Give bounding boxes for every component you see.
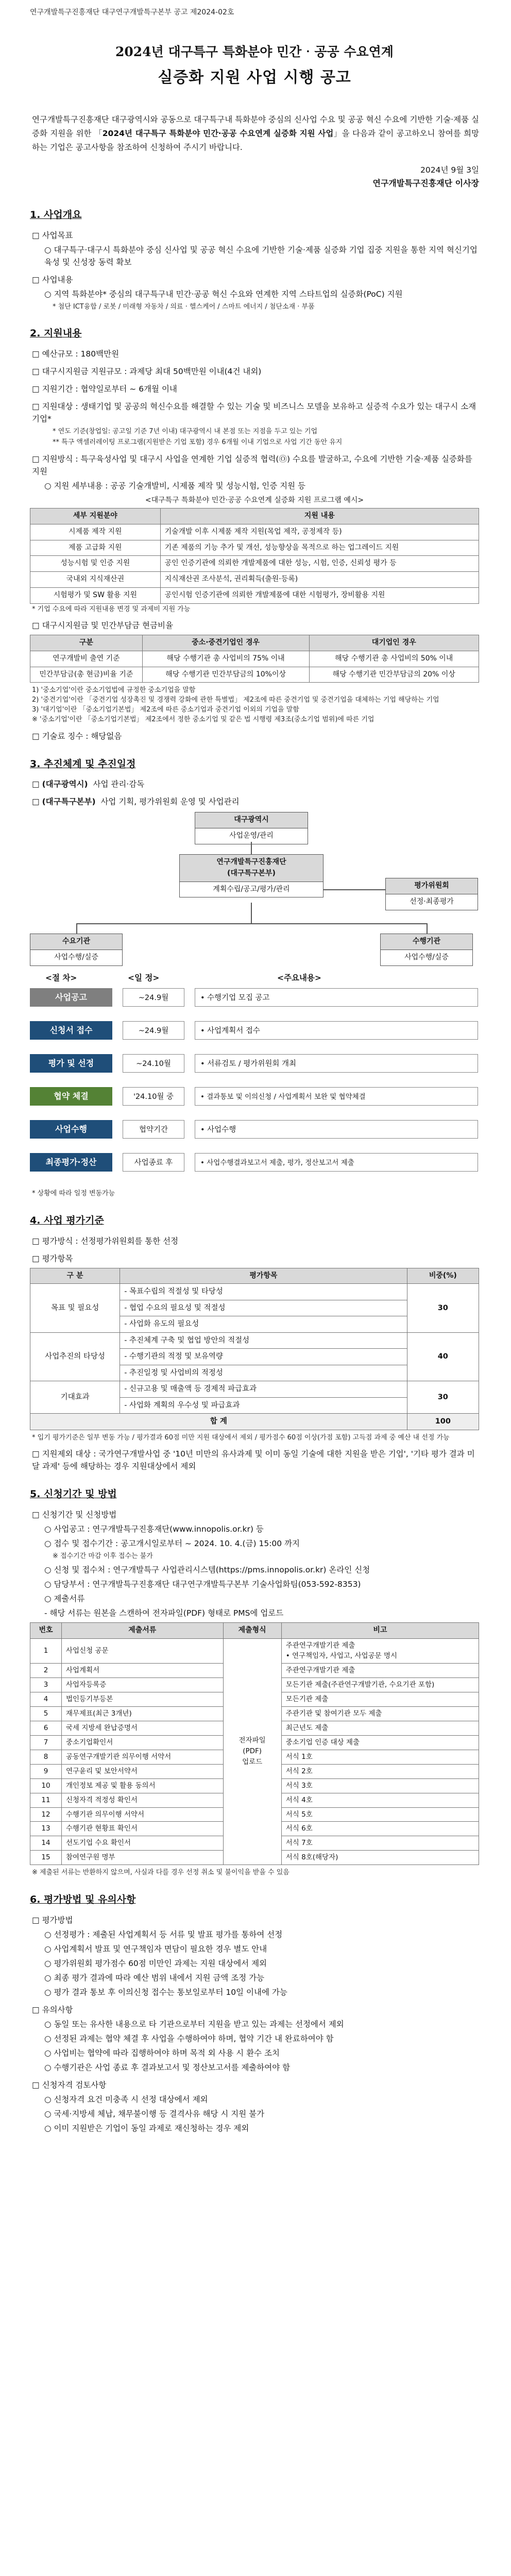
docs-format: 전자파일 (PDF) 업로드 [223,1638,281,1865]
program-table-header: 지원 내용 [160,509,479,524]
org-box-foundation: 연구개발특구진흥재단 (대구특구본부) 계획수립/공고/평가/관리 [179,854,323,897]
table-row: 15 참여연구원 명부 서식 8호(해당자) [30,1851,479,1865]
support-item-4: □ 지원대상 : 생태기업 및 공공의 혁신수요를 해결할 수 있는 기술 및 비즈니스 모델을 보유하고 실증적 수요가 있는 대구시 소재 기업* [32,401,476,423]
flow-date: 협약기간 [123,1120,184,1139]
docs-table-header: 비고 [281,1622,479,1638]
table-cell: 해당 수행기관 총 사업비의 75% 이내 [142,651,309,667]
org-box-supply: 수행기관 사업수행/실증 [380,934,473,965]
table-row: 6 국세 지방세 완납증명서 최근년도 제출 [30,1721,479,1736]
table-row [30,540,479,556]
table-row [30,524,479,540]
table-row: 3 사업자등록증 모든기관 제출(주관연구개발기관, 수요기관 포함) [30,1678,479,1692]
table-row: 9 연구윤리 및 보안서약서 서식 2호 [30,1764,479,1778]
fund-table-header: 중소·중견기업인 경우 [142,635,309,651]
eval-item: - 수행기관의 적정 및 보유역량 [120,1349,407,1365]
intro-text-2: 」을 다음과 같이 공고하오니 참여를 희망하는 기업은 공고사항을 참조하여 신청하여 주시기 바랍니다. [32,129,479,152]
table-row [30,1332,479,1348]
intro-bold: 2024년 대구특구 특화분야 민간‧공공 수요연계 실증화 지원 사업 [102,129,334,139]
method-item: ○ 평가위원회 평가점수 60점 미만인 과제는 지원 대상에서 제외 [44,1958,267,1968]
flow-date: ~24.10월 [123,1054,184,1073]
support-item-2: □ 대구시지원금 지원규모 : 과제당 최대 50백만원 이내(4건 내외) [32,366,262,376]
apply-item: ○ 사업공고 : 연구개발특구진흥재단(www.innopolis.or.kr) 등 [44,1524,264,1534]
table-row: 10 개인정보 제공 및 활용 동의서 서식 3호 [30,1778,479,1793]
eval-method: □ 평가방식 : 선정평가위원회를 통한 선정 [32,1236,179,1246]
table-row [30,1414,479,1430]
eval-item: - 추진체계 구축 및 협업 방안의 적절성 [120,1332,407,1348]
table-cell: 제품 고급화 지원 [30,540,161,556]
program-table-caption: <대구특구 특화분야 민간·공공 수요연계 실증화 지원 프로그램 예시> [145,496,364,504]
title-line-1: 2024년 대구특구 특화분야 민간‧공공 수요연계 [115,44,394,59]
docs-table-header: 제출서류 [61,1622,223,1638]
docs-table-header: 번호 [30,1622,62,1638]
program-table [30,508,479,603]
eligibility-item: ○ 국세·지방세 체납, 채무불이행 등 결격사유 해당 시 지원 불가 [44,2109,265,2119]
support-note-2: ** 특구 액셀러레이팅 프로그램(지원받은 기업 포함) 경우 6개월 이내 기업으로 사업 기간 동안 유지 [53,438,343,446]
table-row [30,587,479,603]
eval-table-header: 구 분 [30,1268,120,1284]
table-row: 8 공동연구개발기관 의무이행 서약서 서식 1호 [30,1750,479,1764]
flow-desc: • 결과통보 및 이의신청 / 사업계획서 보완 및 협약체결 [195,1087,478,1106]
table-cell: 지식재산권 조사분석, 권리획득(출원·등록) [160,572,479,588]
support-method: □ 지원방식 : 특구육성사업 및 대구시 사업을 연계한 기업 실증적 협력(Ⓞ) 수요를 발굴하고, 수요에 기반한 기술·제품 실증화를 지원 [32,454,472,476]
flow-desc: • 사업수행 [195,1120,478,1139]
table-row [30,556,479,572]
apply-item: ○ 신청 및 접수처 : 연구개발특구 사업관리시스템(https://pms.innopolis.or.kr) 온라인 신청 [44,1565,370,1574]
flow-step: 신청서 접수 [30,1021,112,1040]
eval-item: - 협업 수요의 필요성 및 적절성 [120,1300,407,1316]
support-note-1: * 연도 기준(창업일: 공고일 기준 7년 이내) 대구광역시 내 본점 또는 지점을 두고 있는 기업 [53,428,318,435]
section-6-title: 6. 평가방법 및 유의사항 [30,1894,136,1906]
table-row: 11 신청자격 적정성 확인서 서식 4호 [30,1793,479,1807]
table-cell: 공인시험 인증기관에 의뢰한 개발제품에 대한 시험평가, 장비활용 지원 [160,587,479,603]
flow-step: 협약 체결 [30,1087,112,1106]
table-row: 12 수행기관 의무이행 서약서 서식 5호 [30,1807,479,1822]
caution-item: ○ 선정된 과제는 협약 체결 후 사업을 수행하여야 하며, 협약 기간 내 완료하여야 함 [44,2033,334,2043]
apply-heading: □ 신청기간 및 신청방법 [32,1510,117,1519]
support-item-3: □ 지원기간 : 협약일로부터 ~ 6개월 이내 [32,384,177,394]
fund-table-header: 대기업인 경우 [309,635,479,651]
fund-note: 3) '대기업'이란 「중소기업기본법」 제2조에 따른 중소기업과 중견기업 이외의 기업을 말함 [32,706,299,714]
eval-table-header: 비중(%) [407,1268,479,1284]
docs-table [30,1622,479,1865]
method-item: ○ 최종 평가 결과에 따라 예산 범위 내에서 지원 금액 조정 가능 [44,1973,265,1982]
content-heading: □ 사업내용 [32,275,73,284]
eligibility-item: ○ 이미 지원받은 기업이 동일 과제로 재신청하는 경우 제외 [44,2123,249,2133]
flow-desc: • 수행기업 모집 공고 [195,988,478,1007]
org-connector [323,889,385,890]
title-line-2: 실증화 지원 사업 시행 공고 [158,69,351,87]
flow-date: ~24.9월 [123,988,184,1007]
eval-note-1: * 입기 평가기준은 일부 변동 가능 / 평가결과 60점 미만 지원 대상에서 제외 / 평가점수 60점 이상(가점 포함) 고득점 과제 중 예산 내 선정 가능 [32,1433,450,1442]
fund-heading: □ 대구시지원금 및 민간부담금 현금비율 [32,621,173,631]
content-text: ○ 지역 특화분야* 중심의 대구특구내 민간‧공공 혁신 수요와 연계한 지역 스타트업의 실증화(PoC) 지원 [44,289,403,299]
flow-date: 사업종료 후 [123,1153,184,1172]
royalty-item: □ 기술료 징수 : 해당없음 [32,731,122,741]
apply-item: ○ 담당부서 : 연구개발특구진흥재단 대구연구개발특구본부 기술사업화팀(053-592-8353) [44,1579,361,1589]
table-cell: 성능시험 및 인증 지원 [30,556,161,572]
apply-item: ○ 접수 및 접수기간 : 공고개시일로부터 ~ 2024. 10. 4.(금) 15:00 까지 [44,1538,300,1548]
table-cell: 시험평가 및 SW 활용 지원 [30,587,161,603]
eval-weight: 30 [407,1284,479,1332]
flow-header: <일 정> [128,973,160,983]
eval-table [30,1268,479,1430]
eval-note-2: □ 지원제외 대상 : 국가연구개발사업 중 '10년 미만의 유사과제 및 이미 동일 기술에 대한 지원을 받은 기업', '기타 평가 결과 미달 과제' 등에 해당하는 경우 지원대상에서 제외 [32,1449,475,1471]
method-item: ○ 사업계획서 발표 및 연구책임자 면담이 필요한 경우 별도 안내 [44,1944,267,1954]
apply-item: ○ 제출서류 [44,1594,85,1603]
eval-table-header: 평가항목 [120,1268,407,1284]
table-row: 1 사업신청 공문 전자파일 (PDF) 업로드 주관연구개발기관 제출 • 연구책임자, 사업고, 사업공문 명시 [30,1638,479,1664]
flow-date: '24.10월 중 [123,1087,184,1106]
table-cell: 해당 수행기관 총 사업비의 50% 이내 [309,651,479,667]
notice-date: 2024년 9월 3일 [420,165,479,175]
caution-item: ○ 수행기관은 사업 종료 후 결과보고서 및 정산보고서를 제출하여야 함 [44,2062,291,2072]
flow-step: 최종평가·정산 [30,1153,112,1172]
table-row [30,667,479,683]
table-row: 5 재무제표(최근 3개년) 주관기관 및 참여기관 모두 제출 [30,1707,479,1721]
eval-item: - 사업화 계획의 우수성 및 파급효과 [120,1397,407,1413]
section-3-title: 3. 추진체계 및 추진일정 [30,758,136,770]
table-row [30,1284,479,1300]
org-chart [30,812,479,967]
eval-weight: 40 [407,1332,479,1381]
flow-step: 사업수행 [30,1120,112,1139]
role-city: □ (대구광역시) 사업 관리·감독 [32,779,145,789]
eval-total-label: 합 계 [30,1414,407,1430]
program-table-header: 세부 지원분야 [30,509,161,524]
caution-heading: □ 유의사항 [32,2005,73,2014]
section-4-title: 4. 사업 평가기준 [30,1215,104,1227]
method-item: ○ 선정평가 : 제출된 사업계획서 등 서류 및 발표 평가를 통하여 선정 [44,1929,283,1939]
section-2-title: 2. 지원내용 [30,328,82,340]
table-row: 2 사업계획서 주관연구개발기관 제출 [30,1664,479,1678]
eval-items-heading: □ 평가항목 [32,1253,73,1263]
fund-table-header: 구분 [30,635,143,651]
docs-note: ※ 제출된 서류는 반환하지 않으며, 사실과 다를 경우 선정 취소 및 불이익을 받을 수 있음 [32,1869,289,1877]
issuer: 연구개발특구진흥재단 이사장 [372,178,479,189]
fund-note: ※ '중소기업'이란 「중소기업기본법」 제2조에서 정한 중소기업 및 같은 법 시행령 제3조(중소기업 범위)에 따른 기업 [32,716,374,723]
program-table-note: * 기업 수요에 따라 지원내용 변경 및 과제비 지원 가능 [32,605,191,613]
apply-sub-note: ※ 접수기간 마감 이후 접수는 불가 [53,1552,153,1560]
table-cell: 해당 수행기관 민간부담금의 20% 이상 [309,667,479,683]
table-cell: 해당 수행기관 민간부담금의 10%이상 [142,667,309,683]
intro-paragraph [30,113,479,155]
section-1-title: 1. 사업개요 [30,209,82,221]
flow-header: <주요내용> [277,973,321,983]
eval-item: - 신규고용 및 매출액 등 경제적 파급효과 [120,1381,407,1397]
caution-item: ○ 동일 또는 유사한 내용으로 타 기관으로부터 지원을 받고 있는 과제는 선정에서 제외 [44,2019,344,2029]
method-heading: □ 평가방법 [32,1915,73,1925]
flow-header: <절 차> [45,973,77,983]
table-row: 4 법인등기부등본 모든기관 제출 [30,1692,479,1707]
eval-item: - 추진일정 및 사업비의 적정성 [120,1365,407,1381]
notice-number: 연구개발특구진흥재단 대구연구개발특구본부 공고 제2024-02호 [30,8,234,16]
schedule-flow [30,972,479,1188]
table-row [30,572,479,588]
role-foundation: □ (대구특구본부) 사업 기획, 평가위원회 운영 및 사업관리 [32,797,240,807]
flow-step: 평가 및 선정 [30,1054,112,1073]
eval-weight: 30 [407,1381,479,1414]
caution-item: ○ 사업비는 협약에 따라 집행하여야 하며 목적 외 사용 시 환수 조치 [44,2048,280,2058]
eval-item: - 사업화 유도의 필요성 [120,1316,407,1332]
eval-category: 사업추진의 타당성 [30,1332,120,1381]
flow-desc: • 사업계획서 접수 [195,1021,478,1040]
eval-total-value: 100 [407,1414,479,1430]
flow-desc: • 서류검토 / 평가위원회 개최 [195,1054,478,1073]
table-row: 13 수행기관 현황표 확인서 서식 6호 [30,1822,479,1836]
fund-note: 1) '중소기업'이란 중소기업법에 규정한 중소기업을 말함 [32,686,196,694]
flow-step: 사업공고 [30,988,112,1007]
table-cell: 연구개발비 출연 기준 [30,651,143,667]
section-5-title: 5. 신청기간 및 방법 [30,1488,117,1500]
eval-item: - 목표수립의 적절성 및 타당성 [120,1284,407,1300]
table-cell: 국내외 지식재산권 [30,572,161,588]
table-cell: 민간부담금(총 현금)비율 기준 [30,667,143,683]
table-cell: 공인 인증기관에 의뢰한 개발제품에 대한 성능, 시험, 인증, 신뢰성 평가 등 [160,556,479,572]
fund-table [30,635,479,683]
eval-category: 목표 및 필요성 [30,1284,120,1332]
purpose-heading: □ 사업목표 [32,230,73,240]
org-box-committee: 평가위원회 선정·최종평가 [385,878,478,910]
table-cell: 시제품 제작 지원 [30,524,161,540]
docs-table-header: 제출형식 [223,1622,281,1638]
org-connector [76,923,77,934]
table-row: 7 중소기업확인서 중소기업 인증 대상 제출 [30,1735,479,1750]
table-cell: 기술개발 이후 시제품 제작 지원(목업 제작, 공정제작 등) [160,524,479,540]
org-connector [251,903,252,923]
content-note: * 첨단 ICT융합 / 로봇 / 미래형 자동차 / 의료 · 헬스케어 / 스마트 에너지 / 첨단소재 · 부품 [53,302,315,311]
org-box-demand: 수요기관 사업수행/실증 [30,934,123,965]
eligibility-item: ○ 신청자격 요건 미충족 시 선정 대상에서 제외 [44,2094,208,2104]
flow-desc: • 사업수행결과보고서 제출, 평가, 정산보고서 제출 [195,1153,478,1172]
table-row: 14 선도기업 수요 확인서 서식 7호 [30,1836,479,1851]
apply-sub-note: - 해당 서류는 원본을 스캔하여 전자파일(PDF) 형태로 PMS에 업로드 [44,1608,284,1618]
fund-note: 2) '중견기업'이란 「중견기업 성장촉진 및 경쟁력 강화에 관한 특별법」 제2조에 따른 중견기업 및 중견기업을 대체하는 기업 해당하는 기업 [32,696,439,704]
table-cell: 기존 제품의 기능 추가 및 개선, 성능향상을 목적으로 하는 업그레이드 지원 [160,540,479,556]
org-connector [76,923,427,924]
table-row [30,1381,479,1397]
table-row [30,651,479,667]
purpose-text: ○ 대구특구·대구시 특화분야 중심 신사업 및 공공 혁신 수요에 기반한 기술·제품 실증화 기업 집중 지원을 통한 지역 혁신기업 육성 및 신성장 동력 확보 [44,245,478,267]
org-box-city: 대구광역시 사업운영/관리 [195,812,308,844]
org-connector [251,842,252,854]
fund-notes [32,686,479,724]
flow-date: ~24.9월 [123,1021,184,1040]
org-connector [427,923,428,934]
support-item-1: □ 예산규모 : 180백만원 [32,349,120,359]
flow-note: * 상황에 따라 일정 변동가능 [32,1190,115,1198]
eval-category: 기대효과 [30,1381,120,1414]
support-method-detail: ○ 지원 세부내용 : 공공 기술개발비, 시제품 제작 및 성능시험, 인증 지원 등 [44,481,305,490]
eligibility-heading: □ 신청자격 검토사항 [32,2080,107,2090]
intro-text-1: 연구개발특구진흥재단 대구광역시와 공동으로 대구특구내 특화분야 중심의 신사업 수요 및 공공 혁신 수요에 기반한 기술‧제품 실증화 지원을 위한 「 [32,114,479,139]
method-item: ○ 평가 결과 통보 후 이의신청 접수는 통보일로부터 10일 이내에 가능 [44,1987,287,1997]
